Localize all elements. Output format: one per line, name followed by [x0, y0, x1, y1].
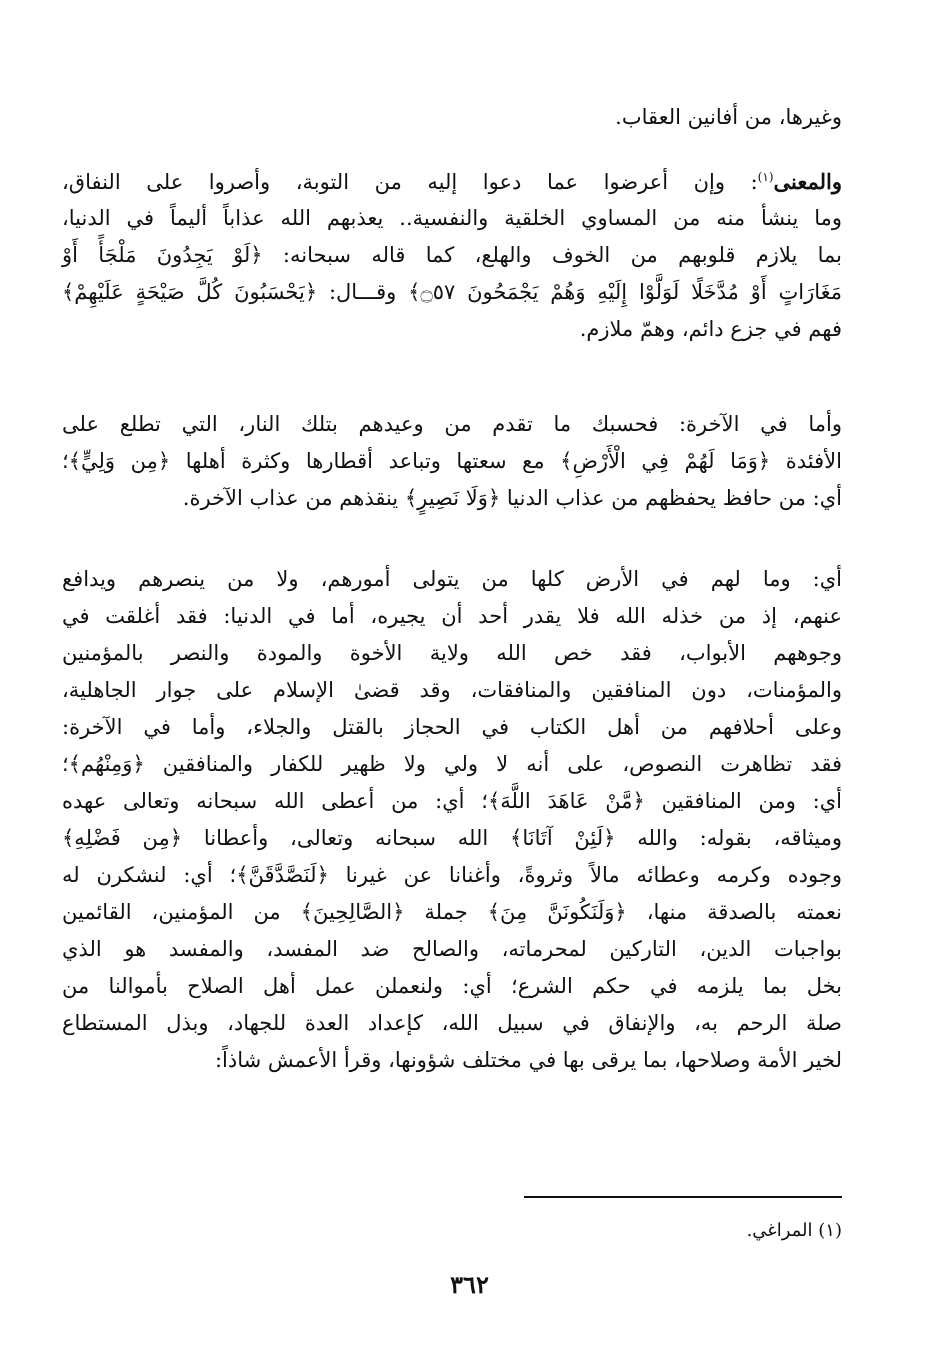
text-line: لخير الأمة وصلاحها، بما يرقى بها في مختلف شؤونها، وقرأ الأعمش شاذاً: — [214, 1048, 842, 1072]
text-line-content: : وإن أعرضوا عما دعوا إليه من التوبة، وأصروا على النفاق، — [62, 170, 758, 194]
paragraph-explanation — [62, 561, 842, 1079]
text-line — [62, 163, 842, 200]
text-line: وغيرها، من أفانين العقاب. — [615, 105, 842, 129]
text-line: بواجبات الدين، التاركين لمحرماته، والصالح ضد المفسد، والمفسد هو الذي — [62, 937, 842, 961]
text-line: أي: من حافظ يحفظهم من عذاب الدنيا ﴿وَلَا نَصِيرٍ﴾ ينقذهم من عذاب الآخرة. — [182, 486, 842, 510]
paragraph-hereafter — [62, 406, 842, 517]
text-line: أي: ومن المنافقين ﴿مَّنْ عَاهَدَ اللَّهَ﴾؛ أي: من أعطى الله سبحانه وتعالى عهده — [62, 789, 842, 813]
text-line: فقد تظاهرت النصوص، على أنه لا ولي ولا ظهير للكفار والمنافقين ﴿وَمِنْهُم﴾؛ — [62, 752, 842, 776]
text-line: نعمته بالصدقة منها، ﴿وَلَنَكُونَنَّ مِنَ﴾ جملة ﴿الصَّالِحِينَ﴾ من المؤمنين، القائمين — [62, 900, 842, 924]
text-line: وميثاقه، بقوله: والله ﴿لَئِنْ آتَانَا﴾ الله سبحانه وتعالى، وأعطانا ﴿مِن فَضْلِهِ﴾ — [62, 826, 842, 850]
page-number: ٣٦٢ — [450, 1270, 489, 1299]
footnote-marker: (١) — [757, 170, 774, 184]
text-line: وجوههم الأبواب، فقد خص الله ولاية الأخوة والمودة والنصر بالمؤمنين — [62, 641, 842, 665]
paragraph-intro — [62, 99, 842, 136]
text-line: الأفئدة ﴿وَمَا لَهُمْ فِي الْأَرْضِ﴾ مع سعتها وتباعد أقطارها وكثرة أهلها ﴿مِن وَلِيٍّ﴾؛ — [62, 449, 842, 473]
text-line: وجوده وكرمه وعطائه مالاً وثروةً، وأغنانا عن غيرنا ﴿لَنَصَّدَّقَنَّ﴾؛ أي: لنشكرن له — [62, 863, 842, 887]
text-line: بما يلازم قلوبهم من الخوف والهلع، كما قاله سبحانه: ﴿لَوْ يَجِدُونَ مَلْجَأً أَوْ — [62, 243, 842, 267]
footnote: (١) المراغي. — [746, 1220, 842, 1241]
meaning-heading: والمعنى — [773, 169, 842, 194]
paragraph-meaning — [62, 163, 842, 348]
text-line: والمؤمنات، دون المنافقين والمنافقات، وقد قضىٰ الإسلام على جوار الجاهلية، — [62, 678, 842, 702]
text-line: أي: وما لهم في الأرض كلها من يتولى أمورهم، ولا من ينصرهم ويدافع — [62, 567, 842, 591]
text-line: مَغَارَاتٍ أَوْ مُدَّخَلًا لَوَلَّوْا إِلَيْهِ وَهُمْ يَجْمَحُونَ ۝٥٧﴾ وقـــال: ﴿يَحْسَبُونَ كُلَّ صَيْحَةٍ عَلَيْهِمْ﴾ — [62, 280, 842, 304]
text-line: بخل بما يلزمه في حكم الشرع؛ أي: ولنعملن عمل أهل الصلاح بأموالنا من — [62, 974, 842, 998]
text-line: عنهم، إذ من خذله الله فلا يقدر أحد أن يجيره، أما في الدنيا: فقد أغلقت في — [62, 604, 842, 628]
text-line: وعلى أحلافهم من أهل الكتاب في الحجاز بالقتل والجلاء، وأما في الآخرة: — [62, 715, 842, 739]
text-line: صلة الرحم به، والإنفاق في سبيل الله، كإعداد العدة للجهاد، وبذل المستطاع — [62, 1011, 842, 1035]
text-line: فهم في جزع دائم، وهمّ ملازم. — [579, 317, 842, 341]
footnote-divider — [524, 1196, 842, 1198]
text-line: وأما في الآخرة: فحسبك ما تقدم من وعيدهم بتلك النار، التي تطلع على — [62, 412, 842, 436]
text-line: وما ينشأ منه من المساوي الخلقية والنفسية.. يعذبهم الله عذاباً أليماً في الدنيا، — [62, 206, 842, 230]
